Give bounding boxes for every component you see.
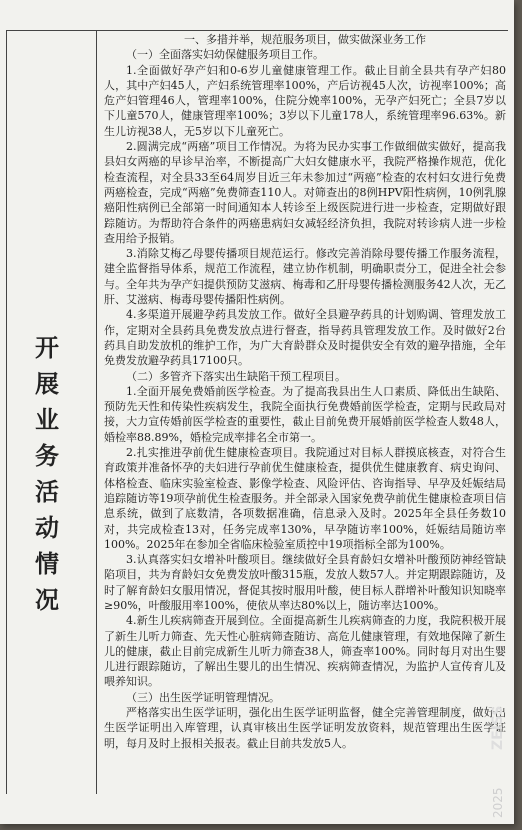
paragraph: （一）全面落实妇幼保健服务项目工作。 [126, 48, 324, 62]
table-column-divider [96, 30, 97, 794]
paragraph: 4.多渠道开展避孕药具发放工作。做好全县避孕药具的计划购调、管理发放工作，定期对全县药具免费发放点进行督查，指导药具管理发放工作。及时做好2台药具自助发放机的维护工作，为广大育龄群众及时提供安全有效的避孕措施，全年免费发放避孕药具17100只。 [104, 308, 506, 368]
paragraph: 1.全面开展免费婚前医学检查。为了提高我县出生人口素质、降低出生缺陷、预防先天性和传染性疾病发生，我院全面执行免费婚前医学检查，定期与民政局对接，大力宣传婚前医学检查的重要性，截止目前免费开展婚前医学检查人数48人，婚检率88.89%，婚检完成率排名全市第一。 [104, 384, 506, 444]
side-title-char: 动 [35, 513, 59, 542]
paragraph: 1.全面做好孕产妇和0-6岁儿童健康管理工作。截止目前全县共有孕产妇80人，其中产妇45人，产妇系统管理率100%，产后访视45人次，访视率100%；高危产妇管理46人，管理率100%，住院分娩率100%，无孕产妇死亡；全县7岁以下儿童570人，健康管理率100%；3岁以下儿童178人，系统管理率96.63%。新生儿访视38人，无5岁以下儿童死亡。 [104, 63, 506, 138]
document-body [104, 32, 506, 751]
paragraph: （三）出生医学证明管理情况。 [126, 690, 280, 704]
camera-watermark [478, 650, 514, 820]
paragraph: 3.认真落实妇女增补叶酸项目。继续做好全县育龄妇女增补叶酸预防神经管缺陷项目，共为育龄妇女免费发放叶酸315瓶，发放人数57人。并定期跟踪随访，及时了解育龄妇女服用情况，督促其按时服用叶酸，使目标人群增补叶酸知识知晓率≥90%，叶酸服用率100%，使依从率达80%以上，随访率达100%。 [104, 553, 506, 612]
watermark-brand: ZEISS [490, 705, 506, 750]
side-title-char: 情 [35, 549, 59, 578]
side-title-char: 展 [35, 369, 59, 398]
watermark-date: 2025 [491, 787, 505, 818]
table-border-top [6, 30, 508, 31]
paragraph: 3.消除艾梅乙母婴传播项目规范运行。修改完善消除母婴传播工作服务流程，建全监督指导体系，规范工作流程，建立协作机制，明确职责分工，促进全社会参与。全年共为孕产妇提供预防艾滋病、梅毒和乙肝母婴传播检测服务42人次，无乙肝、艾滋病、梅毒母婴传播阳性病例。 [104, 247, 506, 307]
paragraph: 2.圆满完成“两癌”项目工作情况。为将为民办实事工作做细做实做好，提高我县妇女两癌的早诊早治率，不断提高广大妇女健康水平，我院严格操作规范，优化检查流程，对全县33至64周岁目近三年未参加过“两癌”检查的农村妇女进行免费两癌检查，完成“两癌”免费筛查110人。对筛查出的8例HPV阳性病例，10例乳腺癌阳性病例已全部第一时间通知本人转诊至上级医院进行进一步检查，定期做好跟踪随访。为帮助符合条件的两癌患病妇女减轻经济负担，我院对转诊病人进一步检查用给予报销。 [104, 140, 506, 245]
side-title-char: 开 [35, 333, 59, 362]
side-title-char: 业 [35, 405, 59, 434]
paragraph: 一、多措并举，规范服务项目，做实做深业务工作 [184, 33, 426, 46]
table-border-left [6, 30, 7, 794]
side-title-char: 活 [35, 477, 59, 506]
side-title-char: 务 [35, 441, 59, 470]
paragraph: （二）多管齐下落实出生缺陷干预工程项目。 [126, 369, 346, 383]
paragraph: 4.新生儿疾病筛查开展到位。全面提高新生儿疾病筛查的力度，我院积极开展了新生儿听力筛查、先天性心脏病筛查随访、高危儿健康管理，有效地保障了新生儿的健康，截止目前完成新生儿听力筛查38人，筛查率100%。同时每月对出生婴儿进行跟踪随访，了解出生婴儿的出生情况、疾病筛查情况，为监护人宣传育儿及喂养知识。 [104, 614, 506, 689]
paragraph: 2.扎实推进孕前优生健康检查项目。我院通过对目标人群摸底核查，对符合生育政策并准备怀孕的夫妇进行孕前优生健康检查，提供优生健康教育、病史询问、体格检查、临床实验室检查、影像学检查、风险评估、咨询指导、早孕及妊娠结局追踪随访等19项孕前优生检查服务。并全部录入国家免费孕前优生健康检查项目信息系统，做到了底数清，各项数据准确，信息录入及时。2025年全县任务数10对，共完成检查13对，任务完成率130%，早孕随访率100%，妊娠结局随访率100%。2025年在参加全省临床检验室质控中19项指标全部为100%。 [104, 446, 506, 551]
paragraph: 严格落实出生医学证明，强化出生医学证明监督，健全完善管理制度，做好出生医学证明出入库管理，认真审核出生医学证明发放资料，规范管理出生医学证明，每月及时上报相关报表。截止目前共发放5人。 [104, 706, 506, 750]
side-title-char: 况 [35, 585, 59, 614]
section-heading-vertical [30, 330, 64, 618]
